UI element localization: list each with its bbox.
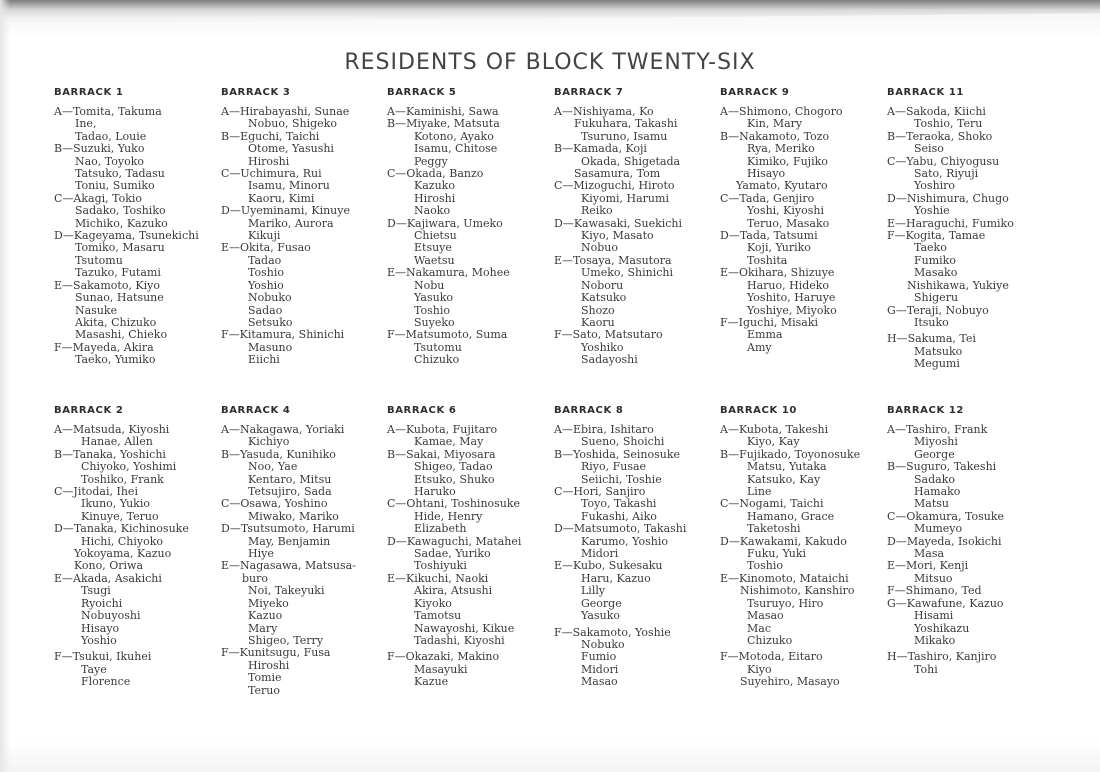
resident-line: Mitsuo (914, 571, 953, 585)
resident-line: F—Matsumoto, Suma (387, 328, 508, 342)
resident-line: Okada, Shigetada (581, 154, 681, 168)
resident-line: Masashi, Chieko (75, 328, 168, 342)
resident-line: G—Kawafune, Kazuo (887, 596, 1004, 610)
barrack-9-list (720, 87, 888, 354)
resident-line: George (581, 596, 622, 610)
barrack-8-list (554, 405, 722, 689)
resident-line: E—Akada, Asakichi (54, 571, 162, 585)
resident-line: F—Sato, Matsutaro (554, 328, 663, 342)
resident-line: D—Kajiwara, Umeko (387, 216, 503, 230)
resident-line: Taye (81, 662, 107, 676)
resident-line: D—Uyeminami, Kinuye (221, 204, 350, 218)
resident-line: Hide, Henry (414, 509, 483, 523)
resident-line: Yamato, Kyutaro (736, 179, 828, 193)
resident-line: B—Eguchi, Taichi (221, 129, 320, 143)
resident-line: Yoshio (248, 278, 284, 292)
resident-line: F—Mayeda, Akira (54, 340, 154, 354)
resident-line: Yoshiko (581, 340, 624, 354)
resident-line: Midori (581, 547, 619, 561)
resident-line: A—Sakoda, Kiichi (887, 105, 986, 118)
resident-line: Riyo, Fusae (581, 460, 647, 474)
resident-line: C—Mizoguchi, Hiroto (554, 179, 675, 193)
resident-line: Yoshie (914, 204, 950, 218)
resident-line: Noi, Takeyuki (248, 584, 325, 598)
resident-line: Tamotsu (414, 609, 462, 623)
resident-line: E—Okihara, Shizuye (720, 266, 835, 280)
resident-line: Matsu, Yutaka (747, 460, 827, 474)
resident-line: Chiyoko, Yoshimi (81, 460, 177, 474)
page-title: RESIDENTS OF BLOCK TWENTY-SIX (344, 50, 756, 75)
resident-line: Kimiko, Fujiko (747, 154, 828, 168)
resident-line: C—Akagi, Tokio (54, 191, 143, 205)
resident-line: Peggy (414, 154, 448, 168)
barrack-heading: BARRACK 5 (387, 87, 457, 98)
resident-line: F—Sakamoto, Yoshie (554, 625, 671, 639)
resident-line: Noo, Yae (248, 460, 298, 474)
barrack-heading: BARRACK 7 (554, 87, 624, 98)
resident-line: Taeko, Yumiko (75, 353, 156, 367)
resident-line: Kiyomi, Harumi (581, 191, 669, 205)
resident-line: Fumiko (914, 253, 956, 267)
resident-line: B—Kamada, Koji (554, 142, 647, 156)
resident-line: Waetsu (414, 253, 455, 267)
resident-line: Kono, Oriwa (74, 559, 144, 573)
resident-line: Reiko (581, 204, 613, 218)
resident-line: A—Kubota, Takeshi (720, 423, 829, 436)
resident-line: Nasuke (75, 303, 118, 317)
resident-line: Teruo, Masako (747, 216, 830, 230)
resident-line: Seiichi, Toshie (581, 472, 662, 486)
resident-line: D—Tanaka, Kichinosuke (54, 522, 189, 536)
resident-line: Masayuki (414, 662, 468, 676)
barrack-heading: BARRACK 9 (720, 87, 790, 98)
resident-line: Yoshio (81, 633, 117, 647)
resident-line: Michiko, Kazuko (75, 216, 168, 230)
resident-line: Tohi (914, 662, 938, 676)
resident-line: Tadao (248, 253, 282, 267)
resident-line: Kiyoko (414, 596, 452, 610)
resident-line: Lilly (581, 584, 606, 598)
resident-line: Sadako, Toshiko (75, 204, 166, 218)
resident-line: Mary (248, 621, 278, 635)
barrack-heading: BARRACK 10 (720, 405, 797, 416)
resident-line: Miwako, Mariko (248, 509, 339, 523)
resident-line: Kiyo, Masato (581, 229, 654, 243)
resident-line: C—Tada, Genjiro (720, 191, 815, 205)
resident-line: Yokoyama, Kazuo (74, 547, 172, 561)
resident-line: Toshio (414, 303, 450, 317)
resident-line: C—Yabu, Chiyogusu (887, 154, 1000, 168)
resident-line: A—Shimono, Chogoro (720, 105, 843, 118)
resident-line: Umeko, Shinichi (581, 266, 673, 280)
resident-line: Emma (747, 328, 783, 342)
resident-line: G—Teraji, Nobuyo (887, 303, 989, 317)
resident-line: Miyoshi (914, 435, 958, 449)
resident-line: Mac (747, 621, 771, 635)
resident-line: Taketoshi (747, 522, 801, 536)
resident-line: A—Tashiro, Frank (887, 423, 988, 436)
resident-line: Kazuo (248, 609, 283, 623)
resident-line: Tadashi, Kiyoshi (414, 633, 505, 647)
resident-line: Kin, Mary (747, 117, 803, 131)
resident-line: Nobu (414, 278, 445, 292)
resident-line: F—Kunitsugu, Fusa (221, 646, 331, 660)
resident-line: Yoshiro (914, 179, 956, 193)
resident-line: Toshio (248, 266, 284, 280)
resident-line: Sato, Riyuji (914, 167, 979, 181)
resident-line: A—Hirabayashi, Sunae (221, 105, 350, 118)
resident-line: Mumeyo (914, 522, 963, 536)
resident-line: E—Tosaya, Masutora (554, 253, 672, 267)
barrack-heading: BARRACK 4 (221, 405, 291, 416)
resident-line: Line (747, 485, 772, 499)
resident-line: E—Nagasawa, Matsusa- (221, 559, 356, 573)
resident-line: Chietsu (414, 229, 457, 243)
resident-line: Fumio (581, 650, 617, 664)
resident-line: Kiyo, Kay (747, 435, 800, 449)
resident-line: Ine, (75, 117, 97, 131)
resident-line: Haruko (414, 485, 456, 499)
resident-line: C—Ohtani, Toshinosuke (387, 497, 521, 511)
resident-line: A—Kaminishi, Sawa (387, 105, 499, 118)
resident-line: Fukuhara, Takashi (574, 117, 678, 131)
resident-line: Noboru (581, 278, 624, 292)
barrack-3-list (221, 87, 389, 367)
resident-line: Masao (581, 675, 618, 689)
resident-line: Rya, Meriko (747, 142, 815, 156)
resident-line: Haru, Kazuo (581, 571, 651, 585)
resident-line: Midori (581, 662, 619, 676)
resident-line: Mikako (914, 633, 956, 647)
resident-line: A—Kubota, Fujitaro (387, 423, 498, 436)
resident-line: Kaoru, Kimi (248, 191, 315, 205)
resident-line: Tetsujiro, Sada (248, 485, 332, 499)
resident-line: Kotono, Ayako (414, 129, 494, 143)
resident-line: Etsuko, Shuko (414, 472, 495, 486)
resident-line: B—Sakai, Miyosara (387, 447, 496, 461)
resident-line: Hamako (914, 485, 961, 499)
resident-line: Nao, Toyoko (75, 154, 145, 168)
resident-line: Toyo, Takashi (581, 497, 657, 511)
resident-line: Yasuko (581, 609, 620, 623)
page-edge-shade (0, 0, 10, 772)
resident-line: Fukashi, Aiko (581, 509, 657, 523)
resident-line: B—Nakamoto, Tozo (720, 129, 830, 143)
resident-line: Kichiyo (248, 435, 290, 449)
resident-line: H—Sakuma, Tei (887, 332, 976, 346)
barrack-heading: BARRACK 8 (554, 405, 624, 416)
resident-line: Ikuno, Yukio (81, 497, 150, 511)
resident-line: Sadayoshi (581, 353, 638, 367)
resident-line: Toniu, Sumiko (75, 179, 155, 193)
resident-line: B—Tanaka, Yoshichi (54, 447, 166, 461)
resident-line: C—Nogami, Taichi (720, 497, 824, 511)
resident-line: Nobuyoshi (81, 609, 141, 623)
resident-line: Shigeru (914, 291, 959, 305)
resident-line: Elizabeth (414, 522, 467, 536)
resident-line: Hamano, Grace (747, 509, 835, 523)
resident-line: Akita, Chizuko (75, 315, 157, 329)
resident-line: Matsuko (914, 344, 963, 358)
resident-line: C—Uchimura, Rui (221, 167, 322, 181)
resident-line: Shozo (581, 303, 615, 317)
resident-line: Kamae, May (414, 435, 484, 449)
resident-line: Hiroshi (414, 191, 456, 205)
resident-line: Kazue (414, 675, 449, 689)
barrack-heading: BARRACK 2 (54, 405, 124, 416)
barrack-heading: BARRACK 11 (887, 87, 964, 98)
resident-line: Toshio, Teru (914, 117, 983, 131)
resident-line: Nobuko (581, 637, 625, 651)
resident-line: Sadao (248, 303, 283, 317)
resident-line: Hiye (248, 547, 274, 561)
resident-line: Matsu (914, 497, 949, 511)
resident-line: Katsuko (581, 291, 627, 305)
resident-line: Tatsuko, Tadasu (75, 167, 165, 181)
barrack-12-list (887, 405, 1055, 676)
resident-line: F—Iguchi, Misaki (720, 315, 819, 329)
resident-line: Toshiko, Frank (81, 472, 164, 486)
resident-line: Ryoichi (81, 596, 123, 610)
resident-line: Tsutomu (75, 253, 123, 267)
resident-line: Shigeo, Terry (248, 633, 324, 647)
resident-line: Suyeko (414, 315, 455, 329)
resident-line: Isamu, Minoru (248, 179, 330, 193)
resident-line: F—Shimano, Ted (887, 584, 982, 598)
barrack-7-list (554, 87, 722, 367)
resident-line: D—Tada, Tatsumi (720, 229, 818, 243)
resident-line: A—Ebira, Ishitaro (554, 423, 654, 436)
page-fold-shadow (0, 0, 1100, 24)
resident-line: B—Fujikado, Toyonosuke (720, 447, 861, 461)
barrack-4-list (221, 405, 389, 697)
resident-line: E—Kubo, Sukesaku (554, 559, 663, 573)
resident-line: F—Motoda, Eitaro (720, 650, 823, 664)
resident-line: George (914, 447, 955, 461)
barrack-heading: BARRACK 3 (221, 87, 291, 98)
resident-line: Kentaro, Mitsu (248, 472, 332, 486)
resident-line: Etsuye (414, 241, 452, 255)
resident-line: D—Kawakami, Kakudo (720, 534, 847, 548)
resident-line: Kazuko (414, 179, 455, 193)
resident-line: Miyeko (248, 596, 289, 610)
resident-line: Amy (747, 340, 772, 354)
barrack-11-list (887, 87, 1055, 371)
barrack-6-list (387, 405, 555, 689)
barrack-10-list (720, 405, 888, 689)
resident-line: Sueno, Shoichi (581, 435, 665, 449)
resident-line: Eiichi (248, 353, 280, 367)
resident-line: Naoko (414, 204, 451, 218)
resident-line: Hisami (914, 609, 954, 623)
resident-line: H—Tashiro, Kanjiro (887, 650, 997, 664)
resident-line: Florence (81, 675, 131, 689)
barrack-heading: BARRACK 6 (387, 405, 457, 416)
barrack-1-list (54, 87, 222, 367)
resident-line: Mariko, Aurora (248, 216, 334, 230)
resident-line: Kinuye, Teruo (81, 509, 159, 523)
resident-line: E—Mori, Kenji (887, 559, 969, 573)
resident-line: F—Okazaki, Makino (387, 650, 500, 664)
resident-line: Toshio (747, 559, 783, 573)
resident-line: Taeko (914, 241, 947, 255)
resident-line: B—Teraoka, Shoko (887, 129, 993, 143)
resident-line: D—Nishimura, Chugo (887, 191, 1009, 205)
resident-line: Kikuji (248, 229, 281, 243)
resident-line: Sasamura, Tom (574, 167, 661, 181)
resident-line: Hiroshi (248, 658, 290, 672)
resident-line: C—Okamura, Tosuke (887, 509, 1004, 523)
resident-line: Megumi (914, 357, 960, 371)
resident-line: Hanae, Allen (81, 435, 153, 449)
resident-line: Nishimoto, Kanshiro (740, 584, 855, 598)
resident-line: Tomie (248, 671, 282, 685)
resident-line: Setsuko (248, 315, 293, 329)
resident-line: A—Nishiyama, Ko (554, 105, 654, 118)
resident-line: buro (242, 571, 269, 585)
resident-line: D—Kawaguchi, Matahei (387, 534, 522, 548)
resident-line: F—Kogita, Tamae (887, 229, 986, 243)
barrack-2-list (54, 405, 222, 689)
resident-line: B—Suzuki, Yuko (54, 142, 145, 156)
resident-line: Chizuko (414, 353, 460, 367)
resident-line: Teruo (248, 683, 280, 697)
barrack-heading: BARRACK 1 (54, 87, 124, 98)
resident-line: Masa (914, 547, 945, 561)
resident-line: Hisayo (81, 621, 120, 635)
resident-line: Kaoru (581, 315, 615, 329)
resident-line: A—Matsuda, Kiyoshi (54, 423, 170, 436)
resident-line: Seiso (914, 142, 944, 156)
resident-line: Karumo, Yoshio (581, 534, 668, 548)
barrack-5-list (387, 87, 555, 367)
resident-line: F—Tsukui, Ikuhei (54, 650, 152, 664)
resident-line: B—Suguro, Takeshi (887, 460, 997, 474)
resident-line: Masao (747, 609, 784, 623)
resident-line: Yoshito, Haruye (747, 291, 836, 305)
resident-line: F—Kitamura, Shinichi (221, 328, 345, 342)
resident-line: E—Kikuchi, Naoki (387, 571, 489, 585)
resident-line: Koji, Yuriko (747, 241, 811, 255)
resident-line: May, Benjamin (248, 534, 331, 548)
resident-line: Nobuo (581, 241, 618, 255)
resident-line: B—Miyake, Matsuta (387, 117, 500, 131)
resident-line: Nobuko (248, 291, 292, 305)
resident-line: E—Nakamura, Mohee (387, 266, 510, 280)
resident-line: B—Yoshida, Seinosuke (554, 447, 681, 461)
resident-line: A—Tomita, Takuma (54, 105, 162, 118)
resident-line: Yoshiye, Miyoko (747, 303, 837, 317)
resident-line: D—Tsutsumoto, Harumi (221, 522, 355, 536)
resident-line: Hiroshi (248, 154, 290, 168)
resident-line: Haruo, Hideko (747, 278, 830, 292)
resident-line: C—Hori, Sanjiro (554, 485, 646, 499)
resident-line: E—Kinomoto, Mataichi (720, 571, 849, 585)
resident-line: A—Nakagawa, Yoriaki (221, 423, 345, 436)
resident-line: Shigeo, Tadao (414, 460, 493, 474)
resident-line: Chizuko (747, 633, 793, 647)
resident-line: Katsuko, Kay (747, 472, 821, 486)
resident-line: Akira, Atsushi (414, 584, 493, 598)
resident-line: Isamu, Chitose (414, 142, 498, 156)
resident-line: Hisayo (747, 167, 786, 181)
resident-line: Tsutomu (414, 340, 462, 354)
resident-line: Toshiyuki (414, 559, 467, 573)
barrack-heading: BARRACK 12 (887, 405, 964, 416)
resident-line: Nobuo, Shigeko (248, 117, 337, 131)
resident-line: Masuno (248, 340, 293, 354)
resident-line: Sadae, Yuriko (414, 547, 491, 561)
resident-line: Nishikawa, Yukiye (907, 278, 1009, 292)
resident-line: Fuku, Yuki (747, 547, 807, 561)
resident-line: Itsuko (914, 315, 949, 329)
resident-line: Yasuko (414, 291, 453, 305)
resident-line: E—Okita, Fusao (221, 241, 311, 255)
resident-line: C—Okada, Banzo (387, 167, 484, 181)
resident-line: Toshita (747, 253, 788, 267)
resident-line: Tadao, Louie (75, 129, 147, 143)
resident-line: Tsuruno, Isamu (581, 129, 668, 143)
resident-line: Yoshikazu (914, 621, 970, 635)
resident-line: D—Kageyama, Tsunekichi (54, 229, 199, 243)
resident-line: Kiyo (747, 662, 772, 676)
resident-line: Nawayoshi, Kikue (414, 621, 515, 635)
resident-line: Suyehiro, Masayo (740, 675, 840, 689)
resident-line: B—Yasuda, Kunihiko (221, 447, 336, 461)
resident-line: Tsuruyo, Hiro (747, 596, 824, 610)
resident-line: Sunao, Hatsune (75, 291, 164, 305)
resident-line: Otome, Yasushi (248, 142, 334, 156)
resident-line: D—Matsumoto, Takashi (554, 522, 687, 536)
resident-line: C—Osawa, Yoshino (221, 497, 328, 511)
resident-line: E—Sakamoto, Kiyo (54, 278, 161, 292)
resident-line: Yoshi, Kiyoshi (747, 204, 824, 218)
resident-line: Sadako (914, 472, 955, 486)
resident-line: D—Mayeda, Isokichi (887, 534, 1002, 548)
resident-line: D—Kawasaki, Suekichi (554, 216, 683, 230)
resident-line: Tazuko, Futami (75, 266, 161, 280)
resident-line: Tomiko, Masaru (75, 241, 165, 255)
resident-line: E—Haraguchi, Fumiko (887, 216, 1014, 230)
resident-line: Hichi, Chiyoko (81, 534, 164, 548)
resident-line: Tsugi (81, 584, 111, 598)
resident-line: Masako (914, 266, 958, 280)
resident-line: C—Jitodai, Ihei (54, 485, 138, 499)
